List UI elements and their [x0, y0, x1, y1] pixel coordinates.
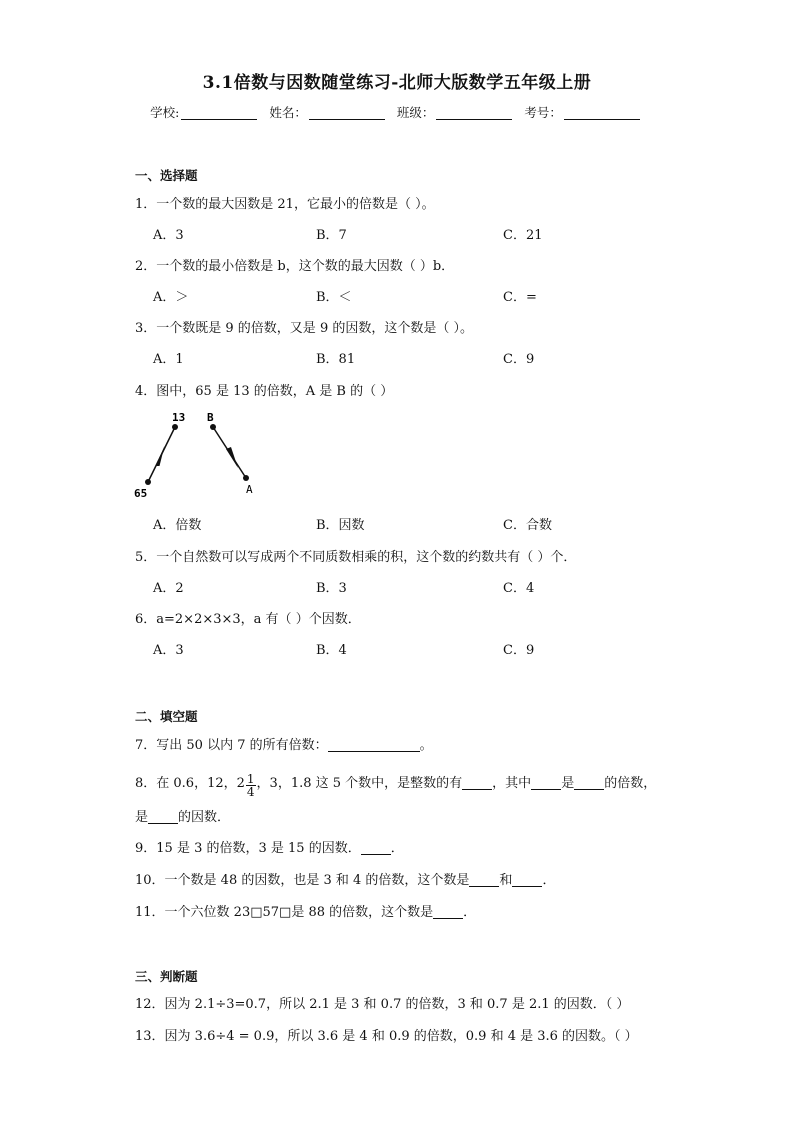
arrowhead-down-icon: [226, 447, 238, 468]
q7-text: 7．写出 50 以内 7 的所有倍数：: [135, 738, 328, 753]
q9-text: 9．15 是 3 的倍数，3 是 15 的因数．: [135, 841, 361, 856]
question-5: 5．一个自然数可以写成两个不同质数相乘的积，这个数的约数共有（ ）个．: [135, 550, 577, 565]
q8-text-mid: ，3，1.8 这 5 个数中，是整数的有: [256, 776, 463, 791]
q7-blank[interactable]: [328, 738, 420, 752]
page-title: 3.1倍数与因数随堂练习-北师大版数学五年级上册: [202, 73, 592, 93]
q6-option-a[interactable]: A．3: [153, 643, 184, 658]
multiple-arrow-figure: [128, 406, 268, 501]
q8-line2-start: 是: [135, 810, 149, 825]
q8-frac-numerator: 1: [246, 772, 255, 786]
q9-blank[interactable]: [361, 841, 391, 855]
school-blank[interactable]: [181, 107, 257, 120]
question-1: 1．一个数的最大因数是 21，它最小的倍数是（ ）。: [135, 197, 435, 212]
q4-option-a[interactable]: A．倍数: [153, 518, 202, 533]
section-heading-choice: 一、选择题: [135, 168, 198, 183]
label-65: 65: [134, 487, 148, 500]
q3-option-b[interactable]: B．81: [316, 352, 356, 367]
q10-text: 10．一个数是 48 的因数，也是 3 和 4 的倍数，这个数是: [135, 873, 470, 888]
q8-blank-4[interactable]: [148, 810, 178, 824]
q10-end: ．: [542, 873, 556, 888]
q2-option-a[interactable]: A．＞: [153, 290, 189, 305]
q8-line2-end: 的因数．: [178, 810, 231, 825]
question-2: 2．一个数的最小倍数是 b，这个数的最大因数（ ）b．: [135, 259, 455, 274]
class-label: 班级：: [396, 105, 435, 120]
q4-option-b[interactable]: B．因数: [316, 518, 365, 533]
node-13: [172, 424, 178, 430]
q8-text-start: 8．在 0.6，12，2: [135, 776, 245, 791]
q8-text-m3: 是: [561, 776, 575, 791]
q10-blank-1[interactable]: [469, 873, 499, 887]
q8-fraction: [246, 773, 256, 798]
question-6: 6．a=2×2×3×3，a 有（ ）个因数．: [135, 612, 361, 627]
q5-option-b[interactable]: B．3: [316, 581, 347, 596]
question-8-line-2: [135, 806, 230, 825]
q4-option-c[interactable]: C．合数: [503, 518, 552, 533]
question-13: 13．因为 3.6÷4 = 0.9，所以 3.6 是 4 和 0.9 的倍数，0.9 和 4 是 3.6 的因数。（ ）: [135, 1029, 638, 1044]
class-blank[interactable]: [436, 107, 512, 120]
node-b: [210, 424, 216, 430]
q6-option-c[interactable]: C．9: [503, 643, 535, 658]
q8-blank-2[interactable]: [531, 776, 561, 790]
label-13: 13: [172, 411, 186, 424]
node-a: [243, 475, 249, 481]
question-11: [135, 901, 476, 920]
q10-mid: 和: [499, 873, 513, 888]
q5-option-c[interactable]: C．4: [503, 581, 535, 596]
name-blank[interactable]: [309, 107, 385, 120]
number-blank[interactable]: [564, 107, 640, 120]
section-heading-fill: 二、填空题: [135, 709, 198, 724]
q8-text-m4: 的倍数，: [604, 776, 657, 791]
question-8: [135, 772, 656, 798]
question-10: [135, 869, 555, 888]
q3-option-a[interactable]: A．1: [153, 352, 184, 367]
q1-option-c[interactable]: C．21: [503, 228, 543, 243]
q8-frac-denominator: 4: [246, 785, 255, 799]
q5-option-a[interactable]: A．2: [153, 581, 184, 596]
question-7: [135, 734, 433, 753]
school-label: 学校:: [150, 105, 180, 120]
arrowhead-up-icon: [156, 446, 165, 466]
number-label: 考号：: [524, 105, 562, 120]
section-heading-judge: 三、判断题: [135, 969, 198, 984]
question-9: [135, 837, 404, 856]
student-info-line: [0, 103, 794, 121]
q11-blank[interactable]: [433, 905, 463, 919]
q8-blank-1[interactable]: [462, 776, 492, 790]
q6-option-b[interactable]: B．4: [316, 643, 347, 658]
q1-option-b[interactable]: B．7: [316, 228, 347, 243]
q11-text: 11．一个六位数 23□57□是 88 的倍数，这个数是: [135, 905, 434, 920]
q8-blank-3[interactable]: [574, 776, 604, 790]
name-label: 姓名：: [269, 105, 307, 120]
question-3: 3．一个数既是 9 的倍数，又是 9 的因数，这个数是（ ）。: [135, 321, 473, 336]
q11-end: ．: [463, 905, 477, 920]
label-b: B: [207, 411, 214, 424]
q2-option-c[interactable]: C．=: [503, 290, 537, 305]
q2-option-b[interactable]: B．＜: [316, 290, 352, 305]
node-65: [145, 479, 151, 485]
q10-blank-2[interactable]: [512, 873, 542, 887]
label-a: A: [246, 483, 253, 496]
q9-end: ．: [390, 841, 404, 856]
q3-option-c[interactable]: C．9: [503, 352, 535, 367]
q1-option-a[interactable]: A．3: [153, 228, 184, 243]
q7-end: 。: [419, 738, 433, 753]
question-4: 4．图中，65 是 13 的倍数，A 是 B 的（ ）: [135, 384, 394, 399]
q8-text-m2: ，其中: [492, 776, 532, 791]
question-12: 12．因为 2.1÷3=0.7，所以 2.1 是 3 和 0.7 的倍数，3 和 0.7 是 2.1 的因数．（ ）: [135, 997, 630, 1012]
